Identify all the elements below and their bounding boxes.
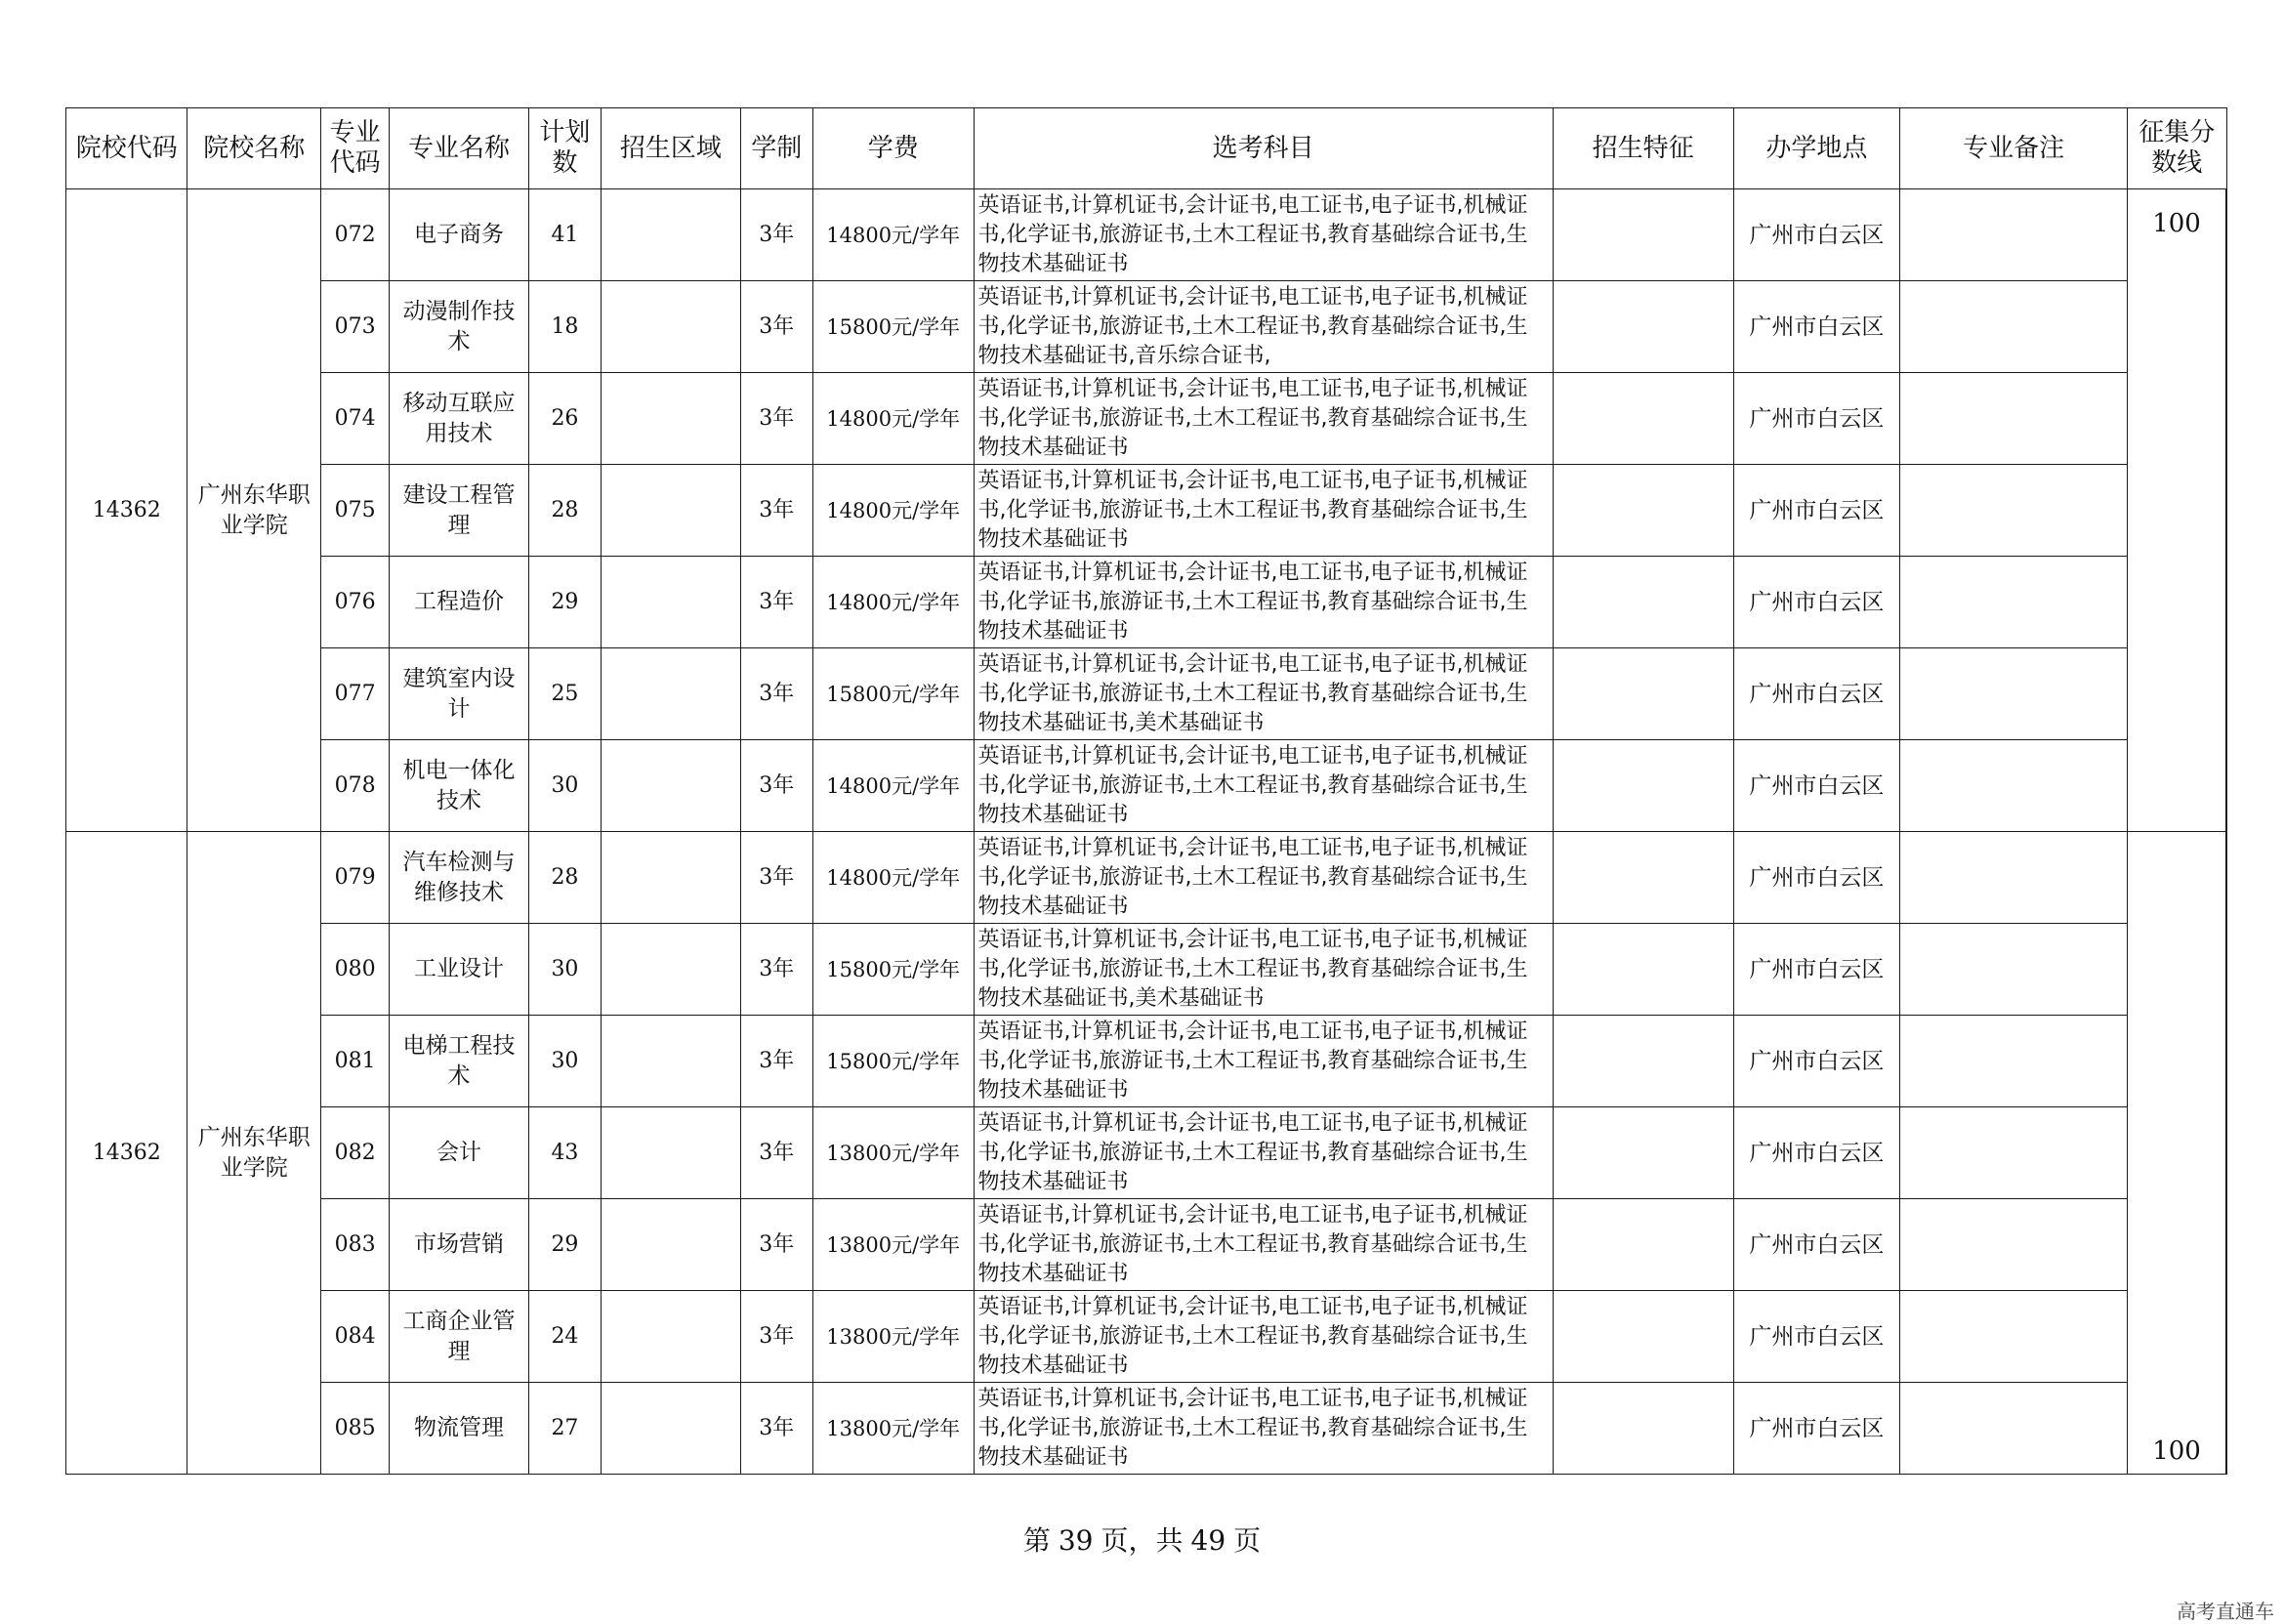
major-name-cell: 市场营销 xyxy=(390,1199,529,1291)
plan-count-cell: 43 xyxy=(528,1107,601,1199)
major-code-cell: 073 xyxy=(320,281,389,373)
header-plan: 计划数 xyxy=(528,108,601,189)
table-row xyxy=(66,465,2227,557)
region-cell xyxy=(602,832,741,924)
plan-count-cell: 28 xyxy=(528,465,601,557)
years-cell: 3年 xyxy=(740,189,812,281)
note-cell xyxy=(1900,1107,2128,1199)
table-row xyxy=(66,1199,2227,1291)
major-name-cell: 电子商务 xyxy=(390,189,529,281)
note-cell xyxy=(1900,373,2128,465)
years-cell: 3年 xyxy=(740,1199,812,1291)
table-row xyxy=(66,281,2227,373)
feature-cell xyxy=(1553,189,1733,281)
major-code-cell: 079 xyxy=(320,832,389,924)
table-row xyxy=(66,1107,2227,1199)
plan-count-cell: 25 xyxy=(528,648,601,740)
region-cell xyxy=(602,1199,741,1291)
fee-cell: 14800元/学年 xyxy=(812,557,974,648)
subjects-cell: 英语证书,计算机证书,会计证书,电工证书,电子证书,机械证书,化学证书,旅游证书,土木工程证书,教育基础综合证书,生物技术基础证书,音乐综合证书, xyxy=(974,281,1553,373)
fee-cell: 15800元/学年 xyxy=(812,924,974,1016)
location-cell: 广州市白云区 xyxy=(1733,373,1900,465)
major-code-cell: 075 xyxy=(320,465,389,557)
location-cell: 广州市白云区 xyxy=(1733,740,1900,832)
location-cell: 广州市白云区 xyxy=(1733,924,1900,1016)
years-cell: 3年 xyxy=(740,1383,812,1475)
location-cell: 广州市白云区 xyxy=(1733,1199,1900,1291)
note-cell xyxy=(1900,832,2128,924)
table-row xyxy=(66,1291,2227,1383)
fee-cell: 14800元/学年 xyxy=(812,373,974,465)
subjects-cell: 英语证书,计算机证书,会计证书,电工证书,电子证书,机械证书,化学证书,旅游证书,土木工程证书,教育基础综合证书,生物技术基础证书 xyxy=(974,832,1553,924)
fee-cell: 14800元/学年 xyxy=(812,832,974,924)
major-name-cell: 移动互联应用技术 xyxy=(390,373,529,465)
header-school-code: 院校代码 xyxy=(66,108,187,189)
header-feature: 招生特征 xyxy=(1553,108,1733,189)
note-cell xyxy=(1900,1383,2128,1475)
score-cell: 100 xyxy=(2128,832,2226,1475)
fee-cell: 14800元/学年 xyxy=(812,740,974,832)
feature-cell xyxy=(1553,740,1733,832)
years-cell: 3年 xyxy=(740,465,812,557)
fee-cell: 15800元/学年 xyxy=(812,1016,974,1107)
major-code-cell: 078 xyxy=(320,740,389,832)
header-row xyxy=(66,108,2227,189)
major-name-cell: 建设工程管理 xyxy=(390,465,529,557)
plan-count-cell: 18 xyxy=(528,281,601,373)
note-cell xyxy=(1900,1016,2128,1107)
school-code-cell: 14362 xyxy=(66,832,187,1475)
subjects-cell: 英语证书,计算机证书,会计证书,电工证书,电子证书,机械证书,化学证书,旅游证书,土木工程证书,教育基础综合证书,生物技术基础证书 xyxy=(974,373,1553,465)
feature-cell xyxy=(1553,1383,1733,1475)
table-row xyxy=(66,832,2227,924)
location-cell: 广州市白云区 xyxy=(1733,832,1900,924)
fee-cell: 14800元/学年 xyxy=(812,189,974,281)
major-code-cell: 077 xyxy=(320,648,389,740)
feature-cell xyxy=(1553,1199,1733,1291)
major-name-cell: 物流管理 xyxy=(390,1383,529,1475)
years-cell: 3年 xyxy=(740,832,812,924)
note-cell xyxy=(1900,557,2128,648)
note-cell xyxy=(1900,465,2128,557)
note-cell xyxy=(1900,1199,2128,1291)
major-code-cell: 082 xyxy=(320,1107,389,1199)
years-cell: 3年 xyxy=(740,1107,812,1199)
region-cell xyxy=(602,1291,741,1383)
note-cell xyxy=(1900,1291,2128,1383)
table-row xyxy=(66,1383,2227,1475)
footer-mid: 页，共 xyxy=(1100,1524,1184,1557)
region-cell xyxy=(602,1016,741,1107)
note-cell xyxy=(1900,281,2128,373)
plan-count-cell: 30 xyxy=(528,1016,601,1107)
location-cell: 广州市白云区 xyxy=(1733,189,1900,281)
feature-cell xyxy=(1553,648,1733,740)
header-fee: 学费 xyxy=(812,108,974,189)
school-name-cell: 广州东华职业学院 xyxy=(187,832,321,1475)
header-years: 学制 xyxy=(740,108,812,189)
table-row xyxy=(66,1016,2227,1107)
major-code-cell: 074 xyxy=(320,373,389,465)
plan-count-cell: 27 xyxy=(528,1383,601,1475)
major-code-cell: 072 xyxy=(320,189,389,281)
header-note: 专业备注 xyxy=(1900,108,2128,189)
footer-suffix: 页 xyxy=(1233,1524,1262,1557)
header-region: 招生区域 xyxy=(602,108,741,189)
major-name-cell: 汽车检测与维修技术 xyxy=(390,832,529,924)
major-code-cell: 076 xyxy=(320,557,389,648)
years-cell: 3年 xyxy=(740,740,812,832)
major-name-cell: 会计 xyxy=(390,1107,529,1199)
years-cell: 3年 xyxy=(740,924,812,1016)
years-cell: 3年 xyxy=(740,373,812,465)
major-code-cell: 081 xyxy=(320,1016,389,1107)
footer-page-number: 39 xyxy=(1058,1524,1094,1557)
feature-cell xyxy=(1553,281,1733,373)
header-school-name: 院校名称 xyxy=(187,108,321,189)
school-code-cell: 14362 xyxy=(66,189,187,832)
header-major-name: 专业名称 xyxy=(390,108,529,189)
major-name-cell: 建筑室内设计 xyxy=(390,648,529,740)
fee-cell: 13800元/学年 xyxy=(812,1383,974,1475)
location-cell: 广州市白云区 xyxy=(1733,1291,1900,1383)
major-name-cell: 机电一体化技术 xyxy=(390,740,529,832)
score-cell: 100 xyxy=(2128,189,2226,832)
feature-cell xyxy=(1553,924,1733,1016)
subjects-cell: 英语证书,计算机证书,会计证书,电工证书,电子证书,机械证书,化学证书,旅游证书,土木工程证书,教育基础综合证书,生物技术基础证书 xyxy=(974,1291,1553,1383)
plan-count-cell: 29 xyxy=(528,1199,601,1291)
note-cell xyxy=(1900,189,2128,281)
subjects-cell: 英语证书,计算机证书,会计证书,电工证书,电子证书,机械证书,化学证书,旅游证书,土木工程证书,教育基础综合证书,生物技术基础证书,美术基础证书 xyxy=(974,924,1553,1016)
header-location: 办学地点 xyxy=(1733,108,1900,189)
location-cell: 广州市白云区 xyxy=(1733,465,1900,557)
feature-cell xyxy=(1553,373,1733,465)
major-name-cell: 工商企业管理 xyxy=(390,1291,529,1383)
school-name-cell: 广州东华职业学院 xyxy=(187,189,321,832)
header-score: 征集分数线 xyxy=(2128,108,2226,189)
major-code-cell: 083 xyxy=(320,1199,389,1291)
table-row xyxy=(66,648,2227,740)
location-cell: 广州市白云区 xyxy=(1733,1107,1900,1199)
table-row xyxy=(66,189,2227,281)
subjects-cell: 英语证书,计算机证书,会计证书,电工证书,电子证书,机械证书,化学证书,旅游证书,土木工程证书,教育基础综合证书,生物技术基础证书 xyxy=(974,1199,1553,1291)
location-cell: 广州市白云区 xyxy=(1733,557,1900,648)
plan-count-cell: 26 xyxy=(528,373,601,465)
fee-cell: 15800元/学年 xyxy=(812,281,974,373)
region-cell xyxy=(602,373,741,465)
major-name-cell: 电梯工程技术 xyxy=(390,1016,529,1107)
table-body xyxy=(66,189,2227,1475)
major-code-cell: 085 xyxy=(320,1383,389,1475)
subjects-cell: 英语证书,计算机证书,会计证书,电工证书,电子证书,机械证书,化学证书,旅游证书,土木工程证书,教育基础综合证书,生物技术基础证书 xyxy=(974,465,1553,557)
location-cell: 广州市白云区 xyxy=(1733,281,1900,373)
fee-cell: 14800元/学年 xyxy=(812,465,974,557)
years-cell: 3年 xyxy=(740,1291,812,1383)
years-cell: 3年 xyxy=(740,281,812,373)
region-cell xyxy=(602,281,741,373)
footer-total-pages: 49 xyxy=(1190,1524,1226,1557)
note-cell xyxy=(1900,740,2128,832)
location-cell: 广州市白云区 xyxy=(1733,1383,1900,1475)
region-cell xyxy=(602,648,741,740)
table-row xyxy=(66,557,2227,648)
note-cell xyxy=(1900,648,2128,740)
plan-count-cell: 30 xyxy=(528,740,601,832)
feature-cell xyxy=(1553,1016,1733,1107)
plan-count-cell: 41 xyxy=(528,189,601,281)
years-cell: 3年 xyxy=(740,648,812,740)
fee-cell: 13800元/学年 xyxy=(812,1107,974,1199)
major-name-cell: 动漫制作技术 xyxy=(390,281,529,373)
admission-plan-table xyxy=(65,107,2227,1475)
feature-cell xyxy=(1553,1291,1733,1383)
region-cell xyxy=(602,1107,741,1199)
subjects-cell: 英语证书,计算机证书,会计证书,电工证书,电子证书,机械证书,化学证书,旅游证书,土木工程证书,教育基础综合证书,生物技术基础证书 xyxy=(974,740,1553,832)
location-cell: 广州市白云区 xyxy=(1733,648,1900,740)
subjects-cell: 英语证书,计算机证书,会计证书,电工证书,电子证书,机械证书,化学证书,旅游证书,土木工程证书,教育基础综合证书,生物技术基础证书 xyxy=(974,1016,1553,1107)
major-code-cell: 084 xyxy=(320,1291,389,1383)
major-name-cell: 工业设计 xyxy=(390,924,529,1016)
years-cell: 3年 xyxy=(740,1016,812,1107)
fee-cell: 13800元/学年 xyxy=(812,1199,974,1291)
feature-cell xyxy=(1553,832,1733,924)
table-row xyxy=(66,740,2227,832)
region-cell xyxy=(602,1383,741,1475)
plan-count-cell: 24 xyxy=(528,1291,601,1383)
footer-prefix: 第 xyxy=(1022,1524,1051,1557)
years-cell: 3年 xyxy=(740,557,812,648)
subjects-cell: 英语证书,计算机证书,会计证书,电工证书,电子证书,机械证书,化学证书,旅游证书,土木工程证书,教育基础综合证书,生物技术基础证书,美术基础证书 xyxy=(974,648,1553,740)
fee-cell: 13800元/学年 xyxy=(812,1291,974,1383)
header-major-code: 专业代码 xyxy=(320,108,389,189)
subjects-cell: 英语证书,计算机证书,会计证书,电工证书,电子证书,机械证书,化学证书,旅游证书,土木工程证书,教育基础综合证书,生物技术基础证书 xyxy=(974,1383,1553,1475)
note-cell xyxy=(1900,924,2128,1016)
feature-cell xyxy=(1553,465,1733,557)
table-row xyxy=(66,373,2227,465)
watermark: 高考直通车 xyxy=(2177,1600,2274,1623)
header-subjects: 选考科目 xyxy=(974,108,1553,189)
region-cell xyxy=(602,740,741,832)
subjects-cell: 英语证书,计算机证书,会计证书,电工证书,电子证书,机械证书,化学证书,旅游证书,土木工程证书,教育基础综合证书,生物技术基础证书 xyxy=(974,1107,1553,1199)
feature-cell xyxy=(1553,557,1733,648)
plan-count-cell: 28 xyxy=(528,832,601,924)
region-cell xyxy=(602,557,741,648)
subjects-cell: 英语证书,计算机证书,会计证书,电工证书,电子证书,机械证书,化学证书,旅游证书,土木工程证书,教育基础综合证书,生物技术基础证书 xyxy=(974,189,1553,281)
feature-cell xyxy=(1553,1107,1733,1199)
region-cell xyxy=(602,189,741,281)
major-name-cell: 工程造价 xyxy=(390,557,529,648)
fee-cell: 15800元/学年 xyxy=(812,648,974,740)
plan-count-cell: 29 xyxy=(528,557,601,648)
major-code-cell: 080 xyxy=(320,924,389,1016)
page-footer xyxy=(0,1520,2284,1559)
plan-count-cell: 30 xyxy=(528,924,601,1016)
region-cell xyxy=(602,465,741,557)
location-cell: 广州市白云区 xyxy=(1733,1016,1900,1107)
subjects-cell: 英语证书,计算机证书,会计证书,电工证书,电子证书,机械证书,化学证书,旅游证书,土木工程证书,教育基础综合证书,生物技术基础证书 xyxy=(974,557,1553,648)
table-row xyxy=(66,924,2227,1016)
region-cell xyxy=(602,924,741,1016)
